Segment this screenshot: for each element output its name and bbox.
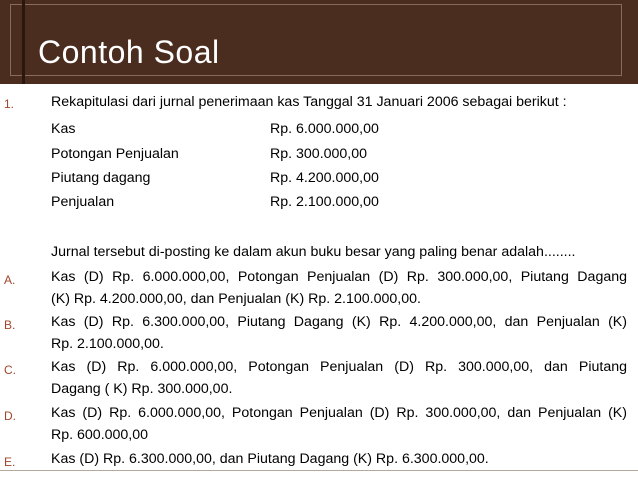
option-letter: B. xyxy=(4,318,16,332)
bottom-divider xyxy=(0,470,638,471)
entry-amount: Rp. 6.000.000,00 xyxy=(270,121,379,137)
option-text-line1: Kas (D) Rp. 6.000.000,00, Potongan Penjualan (D) Rp. 300.000,00, dan Penjualan (K) xyxy=(51,405,627,421)
option-letter: D. xyxy=(4,409,16,423)
question-intro: Rekapitulasi dari jurnal penerimaan kas Tanggal 31 Januari 2006 sebagai berikut : xyxy=(51,94,567,110)
option-text-line1: Kas (D) Rp. 6.300.000,00, dan Piutang Dagang (K) Rp. 6.300.000,00. xyxy=(51,451,489,467)
entry-amount: Rp. 2.100.000,00 xyxy=(270,194,379,210)
entry-amount: Rp. 300.000,00 xyxy=(270,146,368,162)
option-text-line2: (K) Rp. 4.200.000,00, dan Penjualan (K) Rp. 2.100.000,00. xyxy=(51,291,421,307)
option-letter: A. xyxy=(4,273,16,287)
slide-title: Contoh Soal xyxy=(38,34,220,70)
option-text-line1: Kas (D) Rp. 6.000.000,00, Potongan Penjualan (D) Rp. 300.000,00, dan Piutang xyxy=(51,359,627,375)
slide-header xyxy=(0,0,638,84)
option-text-line1: Kas (D) Rp. 6.300.000,00, Piutang Dagang (K) Rp. 4.200.000,00, dan Penjualan (K) xyxy=(51,314,627,330)
option-text-line1: Kas (D) Rp. 6.000.000,00, Potongan Penjualan (D) Rp. 300.000,00, Piutang Dagang xyxy=(51,269,627,285)
option-text-line2: Rp. 600.000,00 xyxy=(51,427,149,443)
header-accent-bar xyxy=(22,0,25,84)
entry-account: Kas xyxy=(51,121,76,137)
question-prompt: Jurnal tersebut di-posting ke dalam akun buku besar yang paling benar adalah........ xyxy=(51,244,576,260)
entry-amount: Rp. 4.200.000,00 xyxy=(270,170,379,186)
entry-account: Piutang dagang xyxy=(51,170,151,186)
option-letter: E. xyxy=(4,455,16,469)
option-text-line2: Rp. 2.100.000,00. xyxy=(51,336,164,352)
option-letter: C. xyxy=(4,363,16,377)
entry-account: Potongan Penjualan xyxy=(51,146,179,162)
entry-account: Penjualan xyxy=(51,194,115,210)
question-number: 1. xyxy=(4,97,15,111)
option-text-line2: Dagang ( K) Rp. 300.000,00. xyxy=(51,381,233,397)
